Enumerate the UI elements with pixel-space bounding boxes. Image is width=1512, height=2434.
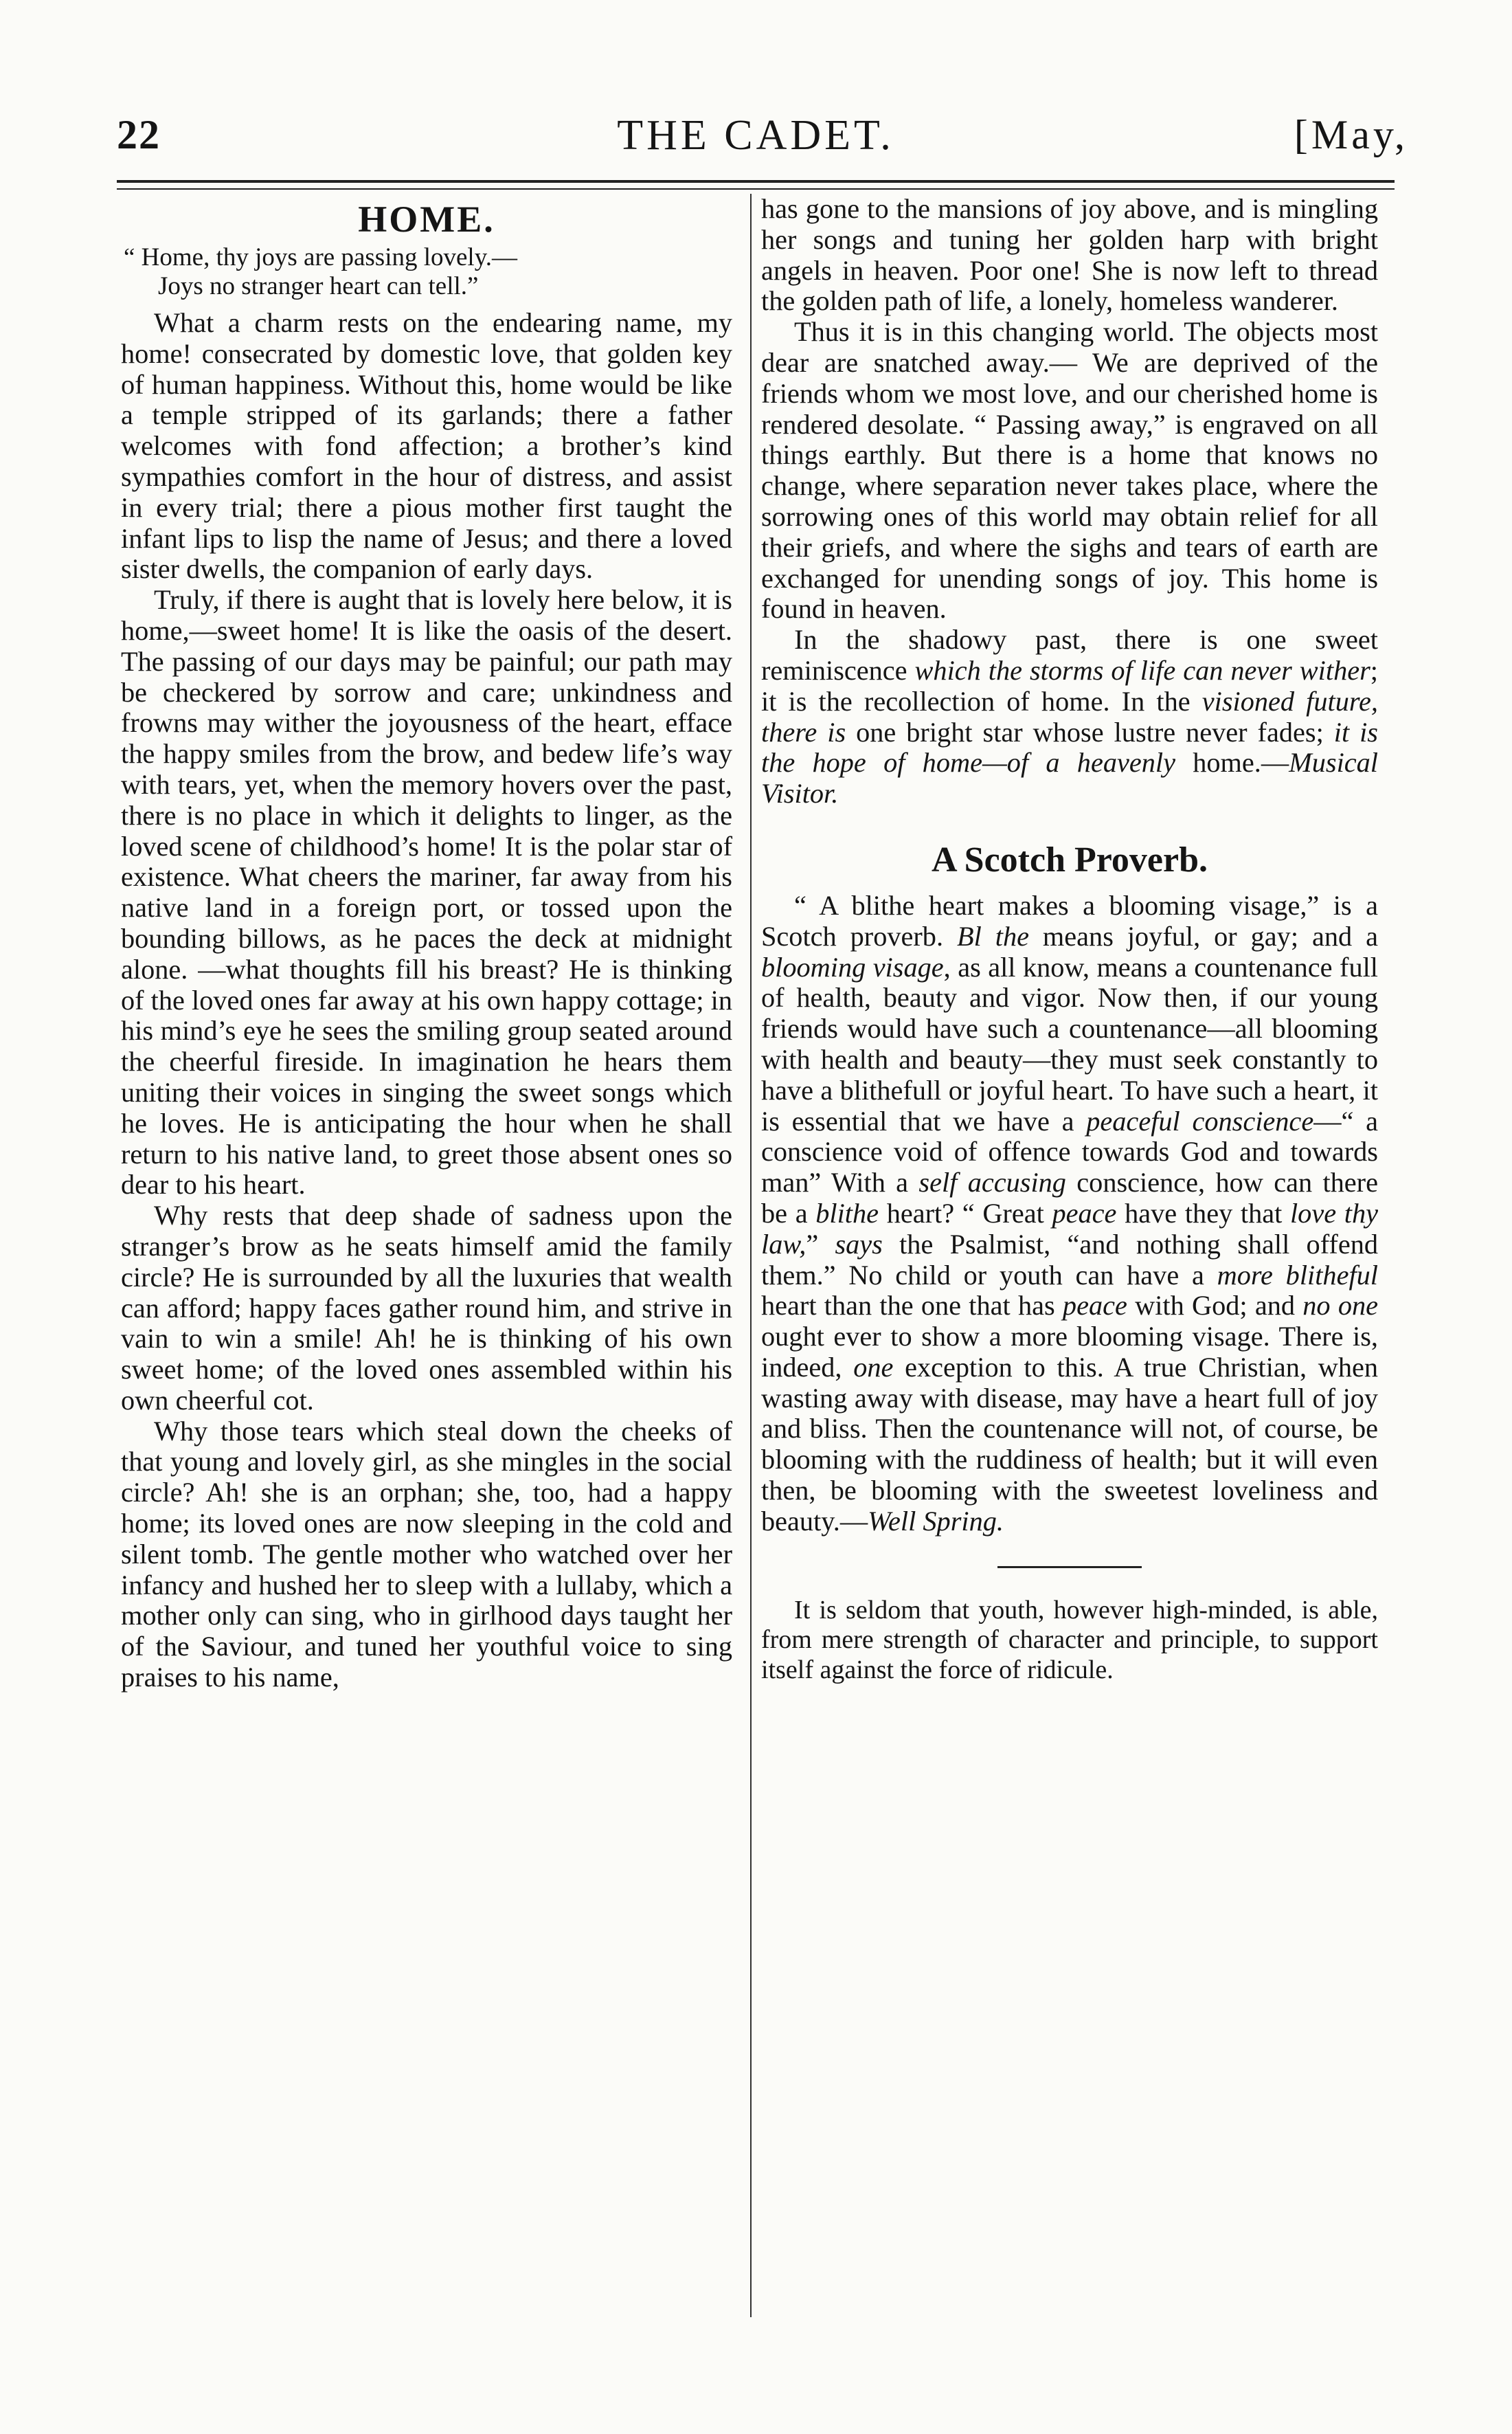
epigraph-line: “ Home, thy joys are passing lovely.— (124, 243, 518, 271)
running-header (103, 111, 1408, 173)
paragraph: Why rests that deep shade of sadness upon the stranger’s brow as he seats himself amid the family circle? He is surrounded by all the luxuries that wealth can afford; happy faces gather round him, and strive in vain to win a smile! Ah! he is thinking of his own sweet home; of the loved ones assembled within his own cheerful cot. (121, 1200, 732, 1416)
epigraph (124, 243, 732, 301)
epigraph-line: Joys no stranger heart can tell.” (158, 272, 479, 300)
issue-month: [May, (1294, 112, 1408, 157)
article-title-home: HOME. (358, 199, 495, 240)
left-column (121, 194, 732, 1693)
page-number: 22 (117, 112, 161, 157)
paragraph: Thus it is in this changing world. The objects most dear are snatched away.— We are deprived of the friends whom we most love, and our cherished home is rendered desolate. “ Passing away,” is engraved on all things earthly. But there is a home that knows no change, where separation never takes place, where the sorrowing ones of this world may obtain relief for all their griefs, and where the sighs and tears of earth are exchanged for unending songs of joy. This home is found in heaven. (761, 316, 1378, 625)
header-rule-thin (117, 188, 1395, 190)
paragraph: Truly, if there is aught that is lovely here below, it is home,—sweet home! It is like the oasis of the desert. The passing of our days may be painful; our path may be checkered by sorrow and care; unkindness and frowns may wither the joyousness of the heart, efface the happy smiles from the brow, and bedew life’s way with tears, yet, when the memory hovers over the past, there is no place in which it delights to linger, as the loved scene of childhood’s home! It is the polar star of existence. What cheers the mariner, far away from his native land in a foreign port, or tossed upon the bounding billows, as he paces the deck at midnight alone. —what thoughts fill his breast? He is thinking of the loved ones far away at his own happy cottage; in his mind’s eye he sees the smiling group seated around the cheerful fireside. In imagination he hears them uniting their voices in singing the sweet songs which he loves. He is anticipating the hour when he shall return to his native land, to greet those absent ones so dear to his heart. (121, 584, 732, 1201)
paragraph: Why those tears which steal down the cheeks of that young and lovely girl, as she mingles in the social circle? Ah! she is an orphan; she, too, had a happy home; its loved ones are now sleeping in the cold and silent tomb. The gentle mother who watched over her infancy and hushed her to sleep with a lullaby, which a mother only can sing, who in girlhood days taught her of the Saviour, and tuned her youthful voice to sing praises to his name, (121, 1415, 732, 1693)
journal-title: THE CADET. (617, 112, 894, 159)
source-attribution: Musical Visitor. (761, 747, 1378, 810)
source-attribution: Well Spring. (868, 1505, 1004, 1537)
header-rule-thick (117, 180, 1395, 183)
paragraph-closing: In the shadowy past, there is one sweet reminiscence which the storms of life can never wither; it is the recollection of home. In the visioned future, there is one bright star whose lustre never fades; it is the hope of home—of a heavenly home.—Musical Visitor. (761, 624, 1379, 810)
paragraph-continuation: has gone to the mansions of joy above, and is mingling her songs and tuning her golden harp with bright angels in heaven. Poor one! She is now left to thread the golden path of life, a lonely, homeless wanderer. (761, 193, 1378, 317)
paragraph: What a charm rests on the endearing name, my home! consecrated by domestic love, that golden key of human happiness. Without this, home would be like a temple stripped of its garlands; there a father welcomes with fond affection; a brother’s kind sympathies comfort in the hour of distress, and assist in every trial; there a pious mother first taught the infant lips to lisp the name of Jesus; and there a loved sister dwells, the companion of early days. (121, 307, 732, 585)
right-column (761, 194, 1378, 1685)
section-divider (997, 1566, 1142, 1568)
column-divider (750, 194, 752, 2317)
closing-note: It is seldom that youth, however high-minded, is able, from mere strength of character and principle, to support itself against the force of ridicule. (761, 1595, 1378, 1684)
paragraph: “ A blithe heart makes a blooming visage,” is a Scotch proverb. Bl the means joyful, or gay; and a blooming visage, as all know, means a countenance full of health, beauty and vigor. Now then, if our young friends would have such a countenance—all blooming with health and beauty—they must seek constantly to have a blithefull or joyful heart. To have such a heart, it is essential that we have a peaceful conscience—“ a conscience void of offence towards God and towards man” With a self accusing conscience, how can there be a blithe heart? “ Great peace have they that love thy law,” says the Psalmist, “and nothing shall offend them.” No child or youth can have a more blitheful heart than the one that has peace with God; and no one ought ever to show a more blooming visage. There is, indeed, one exception to this. A true Christian, when wasting away with disease, may have a heart full of joy and bliss. Then the countenance will not, of course, be blooming with the ruddiness of health; but it will even then, be blooming with the sweetest loveliness and beauty.—Well Spring. (761, 889, 1379, 1537)
article-title-scotch-proverb: A Scotch Proverb. (932, 840, 1208, 880)
